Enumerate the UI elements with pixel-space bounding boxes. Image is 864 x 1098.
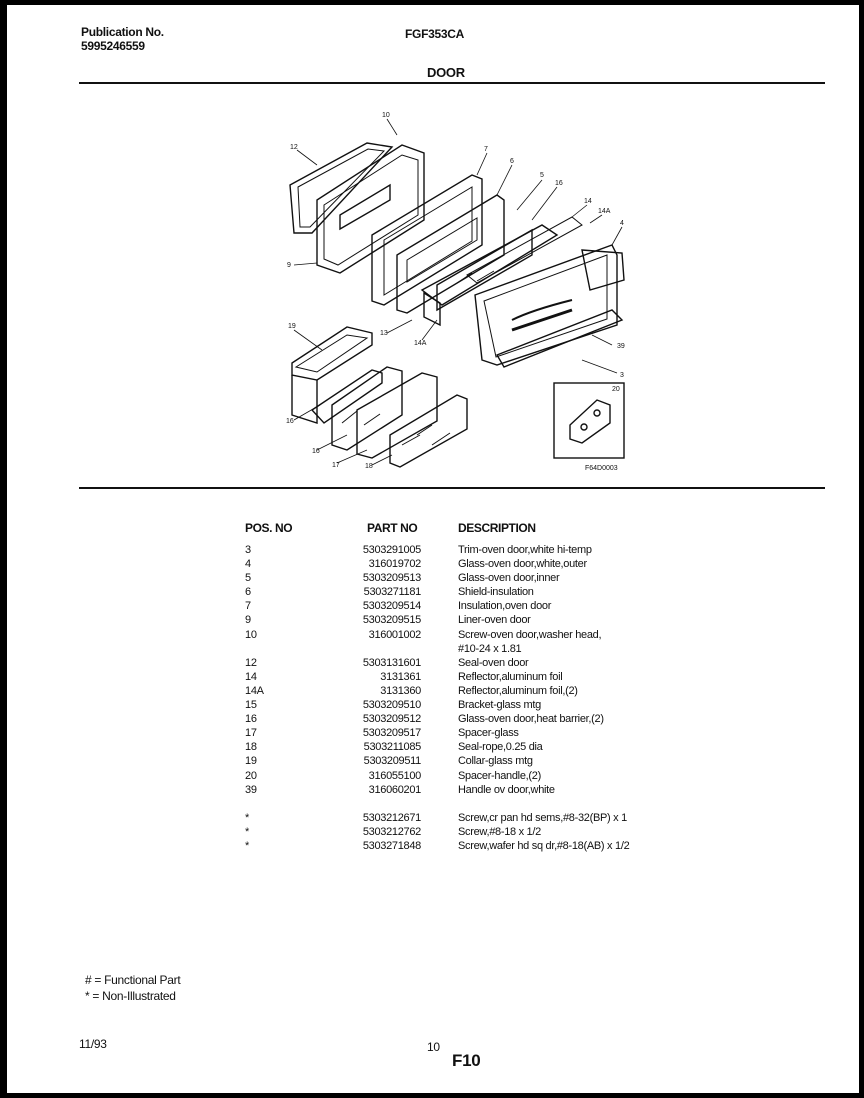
header-divider (79, 82, 825, 84)
table-cell-part: 5303211085 (363, 741, 421, 754)
table-cell-pos: 9 (245, 614, 251, 627)
table-cell-part: 316001002 (368, 628, 421, 641)
table-cell-description: Seal-rope,0.25 dia (458, 741, 543, 754)
table-cell-description: #10-24 x 1.81 (458, 642, 522, 655)
table-cell-pos: 7 (245, 600, 251, 613)
svg-text:14: 14 (584, 198, 592, 205)
table-cell-part: 5303212762 (362, 825, 421, 838)
table-cell-pos: 5 (245, 572, 251, 585)
table-cell-part (327, 797, 421, 811)
table-cell-pos: 18 (245, 741, 257, 754)
svg-text:18: 18 (365, 463, 373, 470)
table-cell-description: Liner-oven door (458, 614, 531, 627)
svg-text:4: 4 (620, 220, 624, 227)
table-cell-pos: 16 (245, 713, 257, 726)
svg-text:6: 6 (510, 158, 514, 165)
table-cell-description: Screw-oven door,washer head, (458, 628, 602, 641)
table-cell-pos: 17 (245, 727, 257, 740)
table-cell-part: 316019702 (368, 558, 421, 571)
diagram-divider (79, 487, 825, 489)
table-cell-part: 5303209515 (362, 614, 421, 627)
table-cell-part: 5303209514 (362, 600, 421, 613)
table-cell-part: 5303271181 (363, 586, 421, 599)
table-cell-pos: * (245, 811, 249, 824)
table-cell-part: 316060201 (368, 783, 421, 796)
svg-text:16: 16 (312, 448, 320, 455)
svg-text:9: 9 (287, 262, 291, 269)
table-cell-pos: 15 (245, 699, 257, 712)
table-cell-part: 5303209517 (362, 727, 421, 740)
table-cell-pos: 4 (245, 558, 251, 571)
table-cell-description: Reflector,aluminum foil,(2) (458, 684, 578, 697)
svg-text:5: 5 (540, 172, 544, 179)
table-cell-description: Screw,cr pan hd sems,#8-32(BP) x 1 (458, 811, 627, 824)
table-cell-pos: 20 (245, 769, 257, 782)
table-cell-part: 5303209513 (362, 572, 421, 585)
svg-text:12: 12 (290, 144, 298, 151)
svg-text:16: 16 (555, 180, 563, 187)
table-cell-description: Spacer-glass (458, 727, 519, 740)
svg-text:3: 3 (620, 372, 624, 379)
table-cell-pos: 19 (245, 755, 257, 768)
table-cell-pos: * (245, 839, 249, 852)
table-cell-pos: 14 (245, 670, 257, 683)
table-cell-description: Collar-glass mtg (458, 755, 533, 768)
col-header-description: DESCRIPTION (458, 521, 536, 535)
svg-text:14A: 14A (598, 208, 611, 215)
table-cell-description: Spacer-handle,(2) (458, 769, 541, 782)
table-cell-part: 5303212671 (362, 811, 421, 824)
svg-text:39: 39 (617, 343, 625, 350)
publication-label: Publication No. (81, 25, 164, 39)
table-cell-pos: 10 (245, 628, 257, 641)
table-cell-description: Handle ov door,white (458, 783, 555, 796)
svg-text:19: 19 (288, 323, 296, 330)
table-cell-description: Screw,#8-18 x 1/2 (458, 825, 541, 838)
date-code: 11/93 (79, 1037, 107, 1051)
svg-text:10: 10 (382, 112, 390, 119)
table-cell-pos: 6 (245, 586, 251, 599)
table-cell-description: Seal-oven door (458, 656, 529, 669)
table-cell-part: 5303291005 (362, 544, 421, 556)
legend-non-illustrated: * = Non-Illustrated (85, 989, 176, 1003)
table-cell-part (327, 642, 421, 656)
table-cell-description: Glass-oven door,inner (458, 572, 560, 585)
svg-text:F64D0003: F64D0003 (585, 465, 618, 472)
table-cell-description: Glass-oven door,heat barrier,(2) (458, 713, 604, 726)
table-cell-description: Screw,wafer hd sq dr,#8-18(AB) x 1/2 (458, 839, 630, 852)
table-cell-pos: 14A (245, 684, 264, 697)
figure-code: F10 (452, 1051, 481, 1070)
table-cell-part: 5303271848 (362, 839, 421, 852)
table-cell-description: Shield-insulation (458, 586, 534, 599)
parts-page (7, 5, 859, 1093)
table-cell-description: Insulation,oven door (458, 600, 552, 613)
table-cell-description: Glass-oven door,white,outer (458, 558, 587, 571)
table-cell-description: Trim-oven door,white hi-temp (458, 544, 592, 556)
svg-text:17: 17 (332, 462, 340, 469)
table-cell-description: Reflector,aluminum foil (458, 670, 563, 683)
table-cell-part: 3131360 (380, 684, 421, 697)
publication-number: 5995246559 (81, 39, 145, 53)
table-cell-pos: 3 (245, 544, 251, 556)
svg-text:7: 7 (484, 146, 488, 153)
table-cell-pos: 12 (245, 656, 257, 669)
svg-text:14A: 14A (414, 340, 427, 347)
svg-text:13: 13 (380, 330, 388, 337)
page-number: 10 (427, 1040, 440, 1054)
table-cell-description (458, 797, 738, 811)
svg-text:20: 20 (612, 386, 620, 393)
table-cell-part: 5303209510 (362, 699, 421, 712)
table-cell-pos (245, 797, 305, 811)
table-cell-description: Bracket-glass mtg (458, 699, 541, 712)
table-cell-part: 316055100 (368, 769, 421, 782)
section-title: DOOR (427, 65, 465, 80)
model-number: FGF353CA (405, 27, 464, 41)
legend-functional: # = Functional Part (85, 973, 181, 987)
col-header-part: PART NO (367, 521, 418, 535)
table-cell-pos: 39 (245, 783, 257, 796)
table-cell-part: 5303209511 (363, 755, 421, 768)
table-cell-pos (245, 642, 305, 656)
exploded-door-diagram (272, 105, 637, 475)
col-header-pos: POS. NO (245, 521, 293, 535)
table-cell-part: 3131361 (380, 670, 421, 683)
table-cell-part: 5303131601 (362, 656, 421, 669)
table-cell-part: 5303209512 (362, 713, 421, 726)
svg-text:16: 16 (286, 418, 294, 425)
table-cell-pos: * (245, 825, 249, 838)
